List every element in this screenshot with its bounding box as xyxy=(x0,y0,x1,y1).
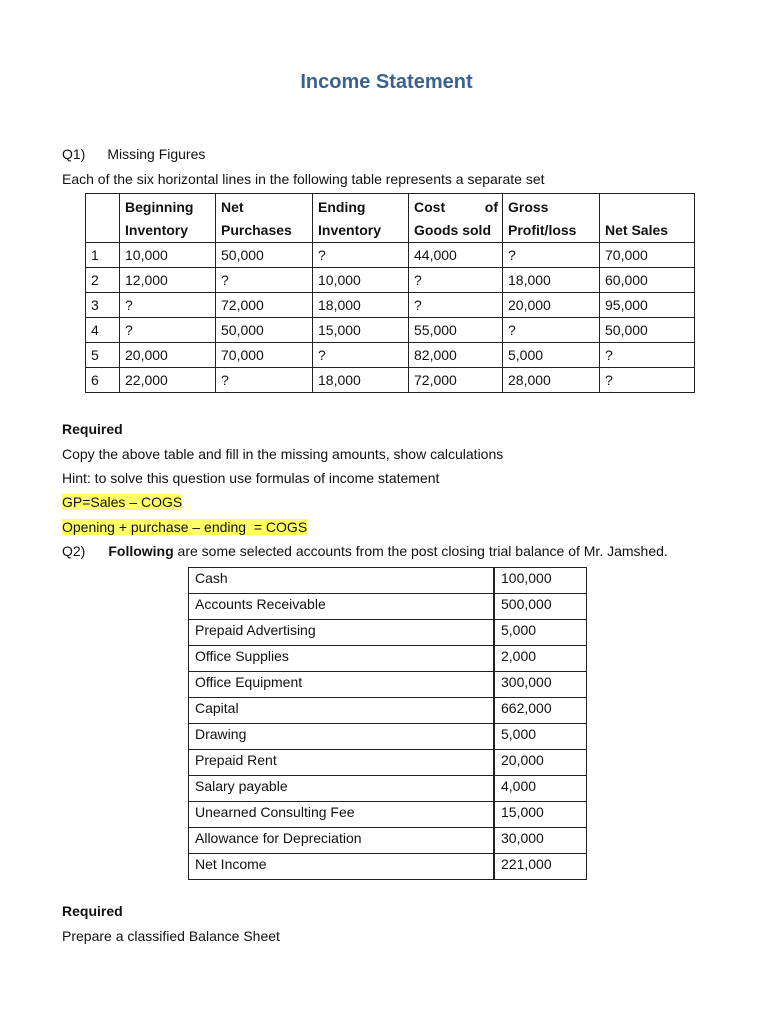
q2-text: are some selected accounts from the post closing trial balance of Mr. Jamshed. xyxy=(173,543,668,559)
table-row: Capital 662,000 xyxy=(189,698,587,724)
formula-cogs: Opening + purchase – ending = COGS xyxy=(62,519,308,535)
table-row: 4 ? 50,000 15,000 55,000 ? 50,000 xyxy=(86,318,695,343)
table-row: Accounts Receivable 500,000 xyxy=(189,594,587,620)
header-ending-inventory: Ending Inventory xyxy=(313,194,409,243)
table-row: Drawing 5,000 xyxy=(189,724,587,750)
table-row: Unearned Consulting Fee 15,000 xyxy=(189,802,587,828)
table-row: Cash 100,000 xyxy=(189,568,587,594)
q2-label: Q2) xyxy=(62,543,86,559)
table-row: Prepaid Advertising 5,000 xyxy=(189,620,587,646)
missing-figures-table xyxy=(85,193,695,393)
q2-heading xyxy=(62,543,668,559)
table-row: Salary payable 4,000 xyxy=(189,776,587,802)
header-gross-profit-loss: Gross Profit/loss xyxy=(503,194,600,243)
table-row: Office Supplies 2,000 xyxy=(189,646,587,672)
header-net-sales: Net Sales xyxy=(600,194,695,243)
trial-balance-table xyxy=(188,567,587,880)
required-label-1: Required xyxy=(62,421,123,437)
q1-title: Missing Figures xyxy=(107,146,206,162)
table-row: 6 22,000 ? 18,000 72,000 28,000 ? xyxy=(86,368,695,393)
header-cost-of-goods-sold: Cost of Goods sold xyxy=(409,194,503,243)
table-row: 5 20,000 70,000 ? 82,000 5,000 ? xyxy=(86,343,695,368)
hint-text: Hint: to solve this question use formulas of income statement xyxy=(62,470,440,486)
table-row: Net Income 221,000 xyxy=(189,854,587,880)
table-header-row xyxy=(86,194,695,243)
q1-label: Q1) xyxy=(62,146,86,162)
table-row: Office Equipment 300,000 xyxy=(189,672,587,698)
required-instruction-1: Copy the above table and fill in the missing amounts, show calculations xyxy=(62,446,504,462)
header-beginning-inventory: Beginning Inventory xyxy=(120,194,216,243)
formula-gp: GP=Sales – COGS xyxy=(62,494,183,510)
table-row: 3 ? 72,000 18,000 ? 20,000 95,000 xyxy=(86,293,695,318)
header-cell-index xyxy=(86,194,120,243)
page-title: Income Statement xyxy=(300,71,473,93)
table-row: Allowance for Depreciation 30,000 xyxy=(189,828,587,854)
q1-intro: Each of the six horizontal lines in the following table represents a separate set xyxy=(62,171,545,187)
table-row: Prepaid Rent 20,000 xyxy=(189,750,587,776)
table-row: 2 12,000 ? 10,000 ? 18,000 60,000 xyxy=(86,268,695,293)
required-label-2: Required xyxy=(62,903,123,919)
q1-heading xyxy=(62,146,205,162)
table-row: 1 10,000 50,000 ? 44,000 ? 70,000 xyxy=(86,243,695,268)
required-instruction-2: Prepare a classified Balance Sheet xyxy=(62,928,280,944)
header-net-purchases: Net Purchases xyxy=(216,194,313,243)
q2-bold-word: Following xyxy=(108,543,174,559)
